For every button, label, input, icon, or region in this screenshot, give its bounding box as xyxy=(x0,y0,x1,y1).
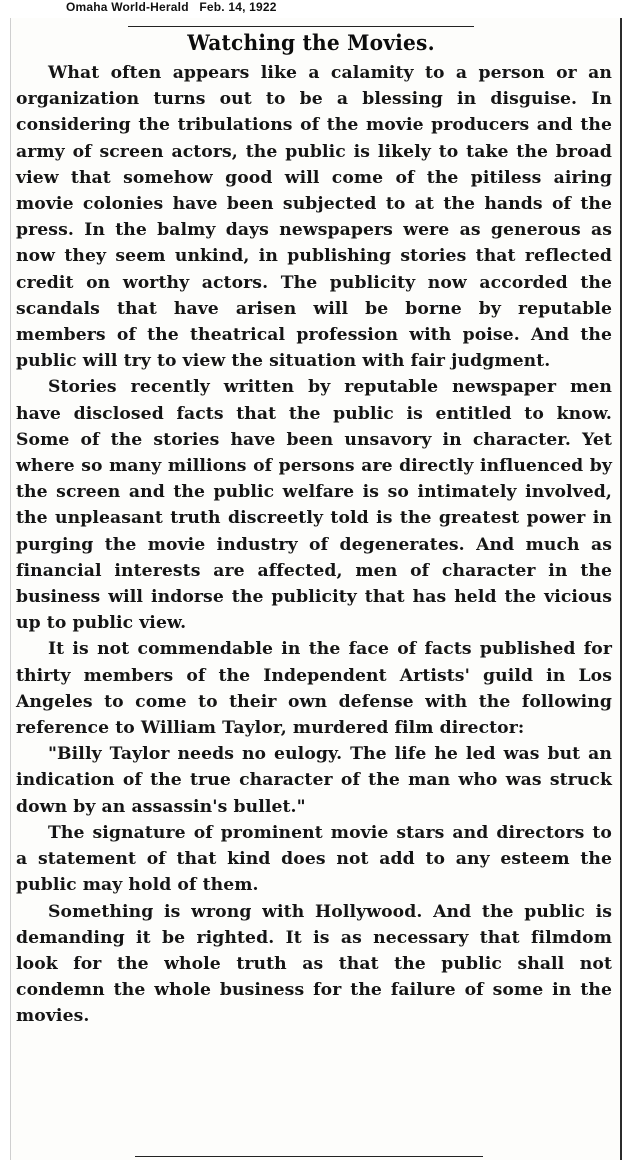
column-rule-right xyxy=(620,18,622,1160)
article-paragraph-2: Stories recently written by reputable newspaper men have disclosed facts that the public is entitled to know. Some of the stories have been unsavory in character. Yet where so many millions of persons are directly influenced by the screen and the public welfare is so intimately involved, the unpleasant truth discreetly told is the greatest power in purging the movie industry of degenerates. And much as financial interests are affected, men of character in the business will indorse the publicity that has held the vicious up to public view. xyxy=(16,377,612,634)
clipping-left-edge xyxy=(10,18,11,1160)
article-body xyxy=(16,60,612,1030)
article-paragraph-5: The signature of prominent movie stars and directors to a statement of that kind does not add to any esteem the public may hold of them. xyxy=(16,822,612,896)
article-paragraph-6: Something is wrong with Hollywood. And the public is demanding it be righted. It is as necessary that filmdom look for the whole truth as that the public shall not condemn the whole business for the failure of some in the movies. xyxy=(16,901,612,1027)
article-paragraph-1: What often appears like a calamity to a person or an organization turns out to be a blessing in disguise. In considering the tribulations of the movie producers and the army of screen actors, the public is likely to take the broad view that somehow good will come of the pitiless airing movie colonies have been subjected to at the hands of the press. In the balmy days newspapers were as generous as now they seem unkind, in publishing stories that reflected credit on worthy actors. The publicity now accorded the scandals that have arisen will be borne by reputable members of the theatrical profession with poise. And the public will try to view the situation with fair judgment. xyxy=(16,63,612,372)
source-citation xyxy=(66,0,277,14)
article-quote: "Billy Taylor needs no eulogy. The life he led was but an indication of the true character of the man who was struck down by an assassin's bullet." xyxy=(16,744,612,817)
article-paragraph-3: It is not commendable in the face of facts published for thirty members of the Independent Artists' guild in Los Angeles to come to their own defense with the following reference to William Taylor, murdered film director: xyxy=(16,639,612,739)
article-headline: Watching the Movies. xyxy=(187,30,435,55)
publication-name: Omaha World-Herald xyxy=(66,0,189,14)
bottom-rule xyxy=(135,1156,483,1157)
publication-date: Feb. 14, 1922 xyxy=(199,0,277,14)
top-rule xyxy=(128,26,474,27)
